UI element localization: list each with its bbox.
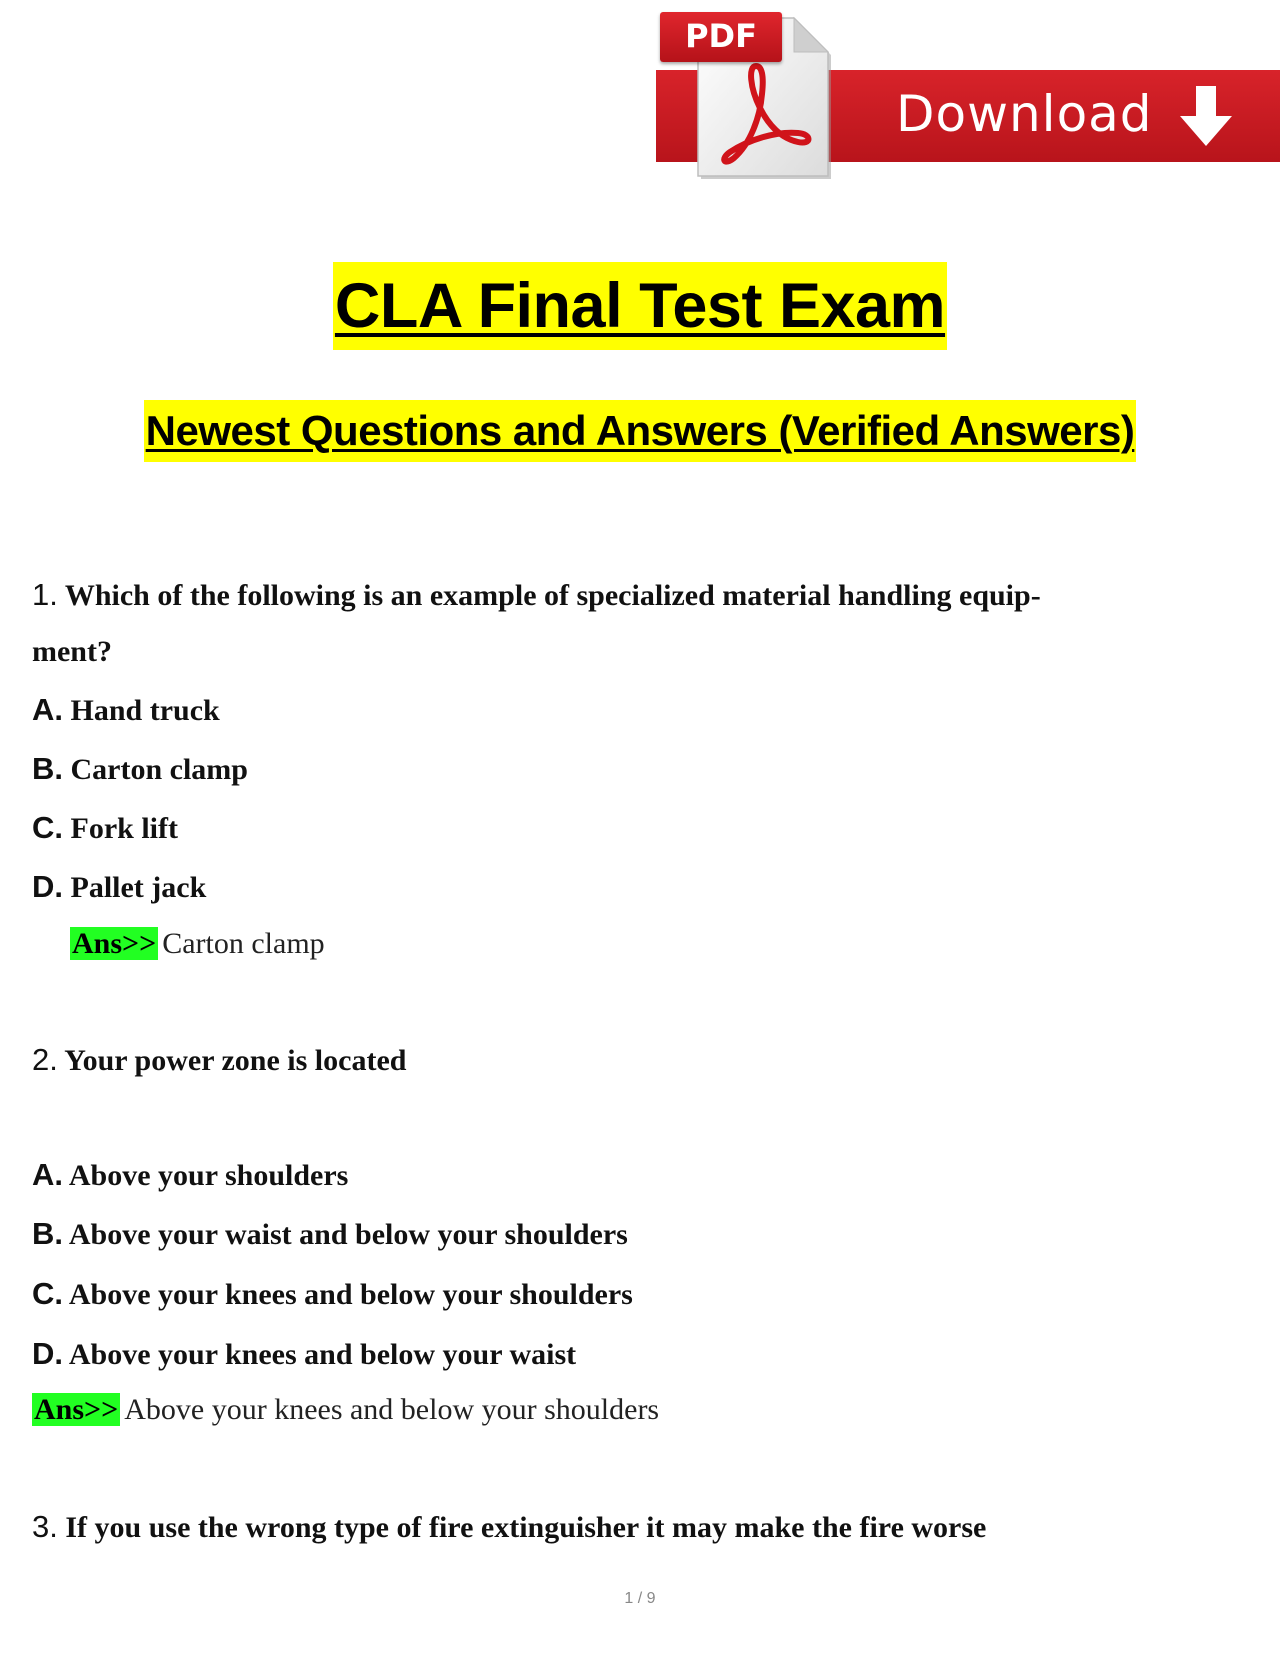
page-subtitle: Newest Questions and Answers (Verified Answers) [144,400,1137,462]
question-number: 1. [32,577,58,612]
option-c [32,808,178,849]
option-text: Pallet jack [70,871,207,904]
answer-tag: Ans>> [34,1393,119,1426]
question-text: If you use the wrong type of fire extinguisher it may make the fire worse [65,1511,987,1544]
page-indicator: 1 / 9 [624,1590,656,1607]
option-a [32,690,220,731]
question-number: 3. [32,1509,58,1544]
option-c [32,1274,633,1315]
option-b [32,749,248,790]
option-b [32,1214,628,1255]
option-text: Fork lift [70,812,178,845]
option-letter: C. [32,1276,63,1311]
question-1-text [32,575,1041,616]
answer-text: Above your knees and below your shoulders [124,1393,660,1426]
page-title: CLA Final Test Exam [333,262,947,350]
option-text: Carton clamp [70,753,248,786]
option-text: Above your shoulders [68,1159,349,1192]
option-text: Hand truck [70,694,220,727]
option-letter: C. [32,810,63,845]
option-letter: D. [32,1336,63,1371]
option-text: Above your knees and below your shoulders [68,1278,633,1311]
question-2-text [32,1040,406,1081]
option-d [32,867,206,908]
question-1-text-cont [32,632,112,672]
download-arrow-icon[interactable] [1176,84,1236,148]
option-a [32,1155,348,1196]
subtitle-row [0,400,1280,462]
answer-2 [32,1392,659,1428]
pdf-tag[interactable] [660,12,782,62]
option-letter: D. [32,869,63,904]
question-text: Which of the following is an example of specialized material handling equip- [64,579,1041,612]
option-letter: B. [32,1216,63,1251]
question-text-continued: ment? [32,635,112,668]
answer-tag: Ans>> [72,927,157,960]
option-d [32,1334,576,1375]
title-row [0,262,1280,350]
option-text: Above your knees and below your waist [68,1338,577,1371]
answer-1 [70,926,325,962]
question-text: Your power zone is located [64,1044,407,1077]
answer-text: Carton clamp [162,927,325,960]
pdf-label: PDF [685,17,757,55]
option-letter: A. [32,1157,63,1192]
question-3-text [32,1507,986,1548]
option-letter: A. [32,692,63,727]
download-label[interactable]: Download [896,85,1153,143]
option-text: Above your waist and below your shoulders [68,1218,628,1251]
question-number: 2. [32,1042,58,1077]
option-letter: B. [32,751,63,786]
